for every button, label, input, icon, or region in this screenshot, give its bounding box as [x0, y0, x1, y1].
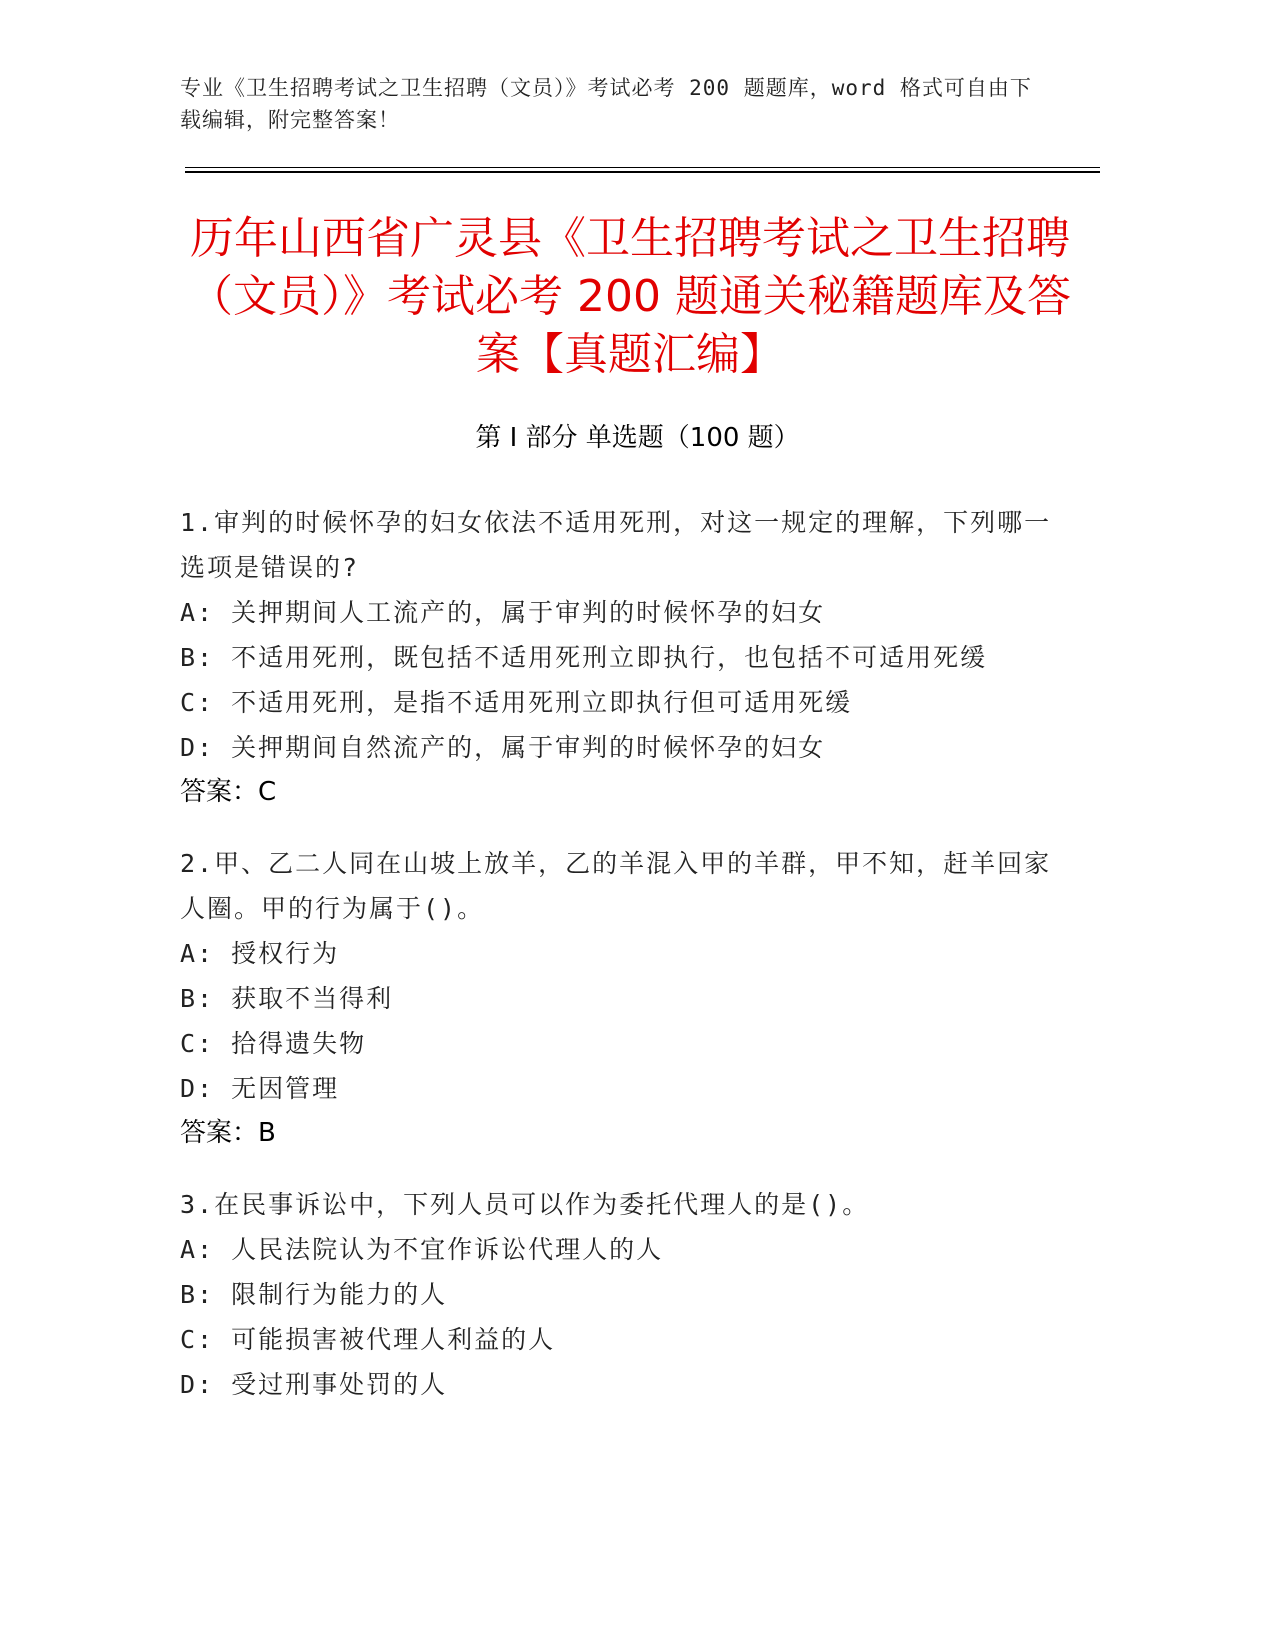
header-divider-thin [185, 167, 1100, 168]
option-c: C: 不适用死刑，是指不适用死刑立即执行但可适用死缓 [180, 688, 853, 717]
option-a: A: 人民法院认为不宜作诉讼代理人的人 [180, 1235, 664, 1264]
section-heading: 第 I 部分 单选题（100 题） [475, 423, 800, 453]
option-c: C: 拾得遗失物 [180, 1029, 367, 1058]
document-title: 历年山西省广灵县《卫生招聘考试之卫生招聘（文员）》考试必考 200 题通关秘籍题库及答案【真题汇编】 [189, 213, 1071, 380]
option-b: B: 获取不当得利 [180, 984, 394, 1013]
option-b: B: 限制行为能力的人 [180, 1280, 448, 1309]
question-2 [180, 841, 1060, 1156]
question-1 [180, 500, 1060, 815]
question-list [180, 500, 1060, 1433]
answer: 答案：C [180, 777, 277, 807]
option-a: A: 授权行为 [180, 939, 340, 968]
option-c: C: 可能损害被代理人利益的人 [180, 1325, 556, 1354]
question-stem: 2.甲、乙二人同在山坡上放羊，乙的羊混入甲的羊群，甲不知，赶羊回家人圈。甲的行为属于()。 [180, 849, 1052, 923]
header-note: 专业《卫生招聘考试之卫生招聘（文员）》考试必考 200 题题库，word 格式可自由下载编辑，附完整答案！ [180, 76, 1032, 132]
question-stem: 3.在民事诉讼中，下列人员可以作为委托代理人的是()。 [180, 1190, 870, 1219]
option-d: D: 受过刑事处罚的人 [180, 1370, 448, 1399]
header-divider-thick [185, 171, 1100, 173]
answer: 答案：B [180, 1118, 276, 1148]
question-stem: 1.审判的时候怀孕的妇女依法不适用死刑，对这一规定的理解，下列哪一选项是错误的? [180, 508, 1052, 582]
option-d: D: 无因管理 [180, 1074, 340, 1103]
option-b: B: 不适用死刑，既包括不适用死刑立即执行，也包括不可适用死缓 [180, 643, 988, 672]
option-a: A: 关押期间人工流产的，属于审判的时候怀孕的妇女 [180, 598, 826, 627]
option-d: D: 关押期间自然流产的，属于审判的时候怀孕的妇女 [180, 733, 826, 762]
question-3 [180, 1182, 1060, 1407]
